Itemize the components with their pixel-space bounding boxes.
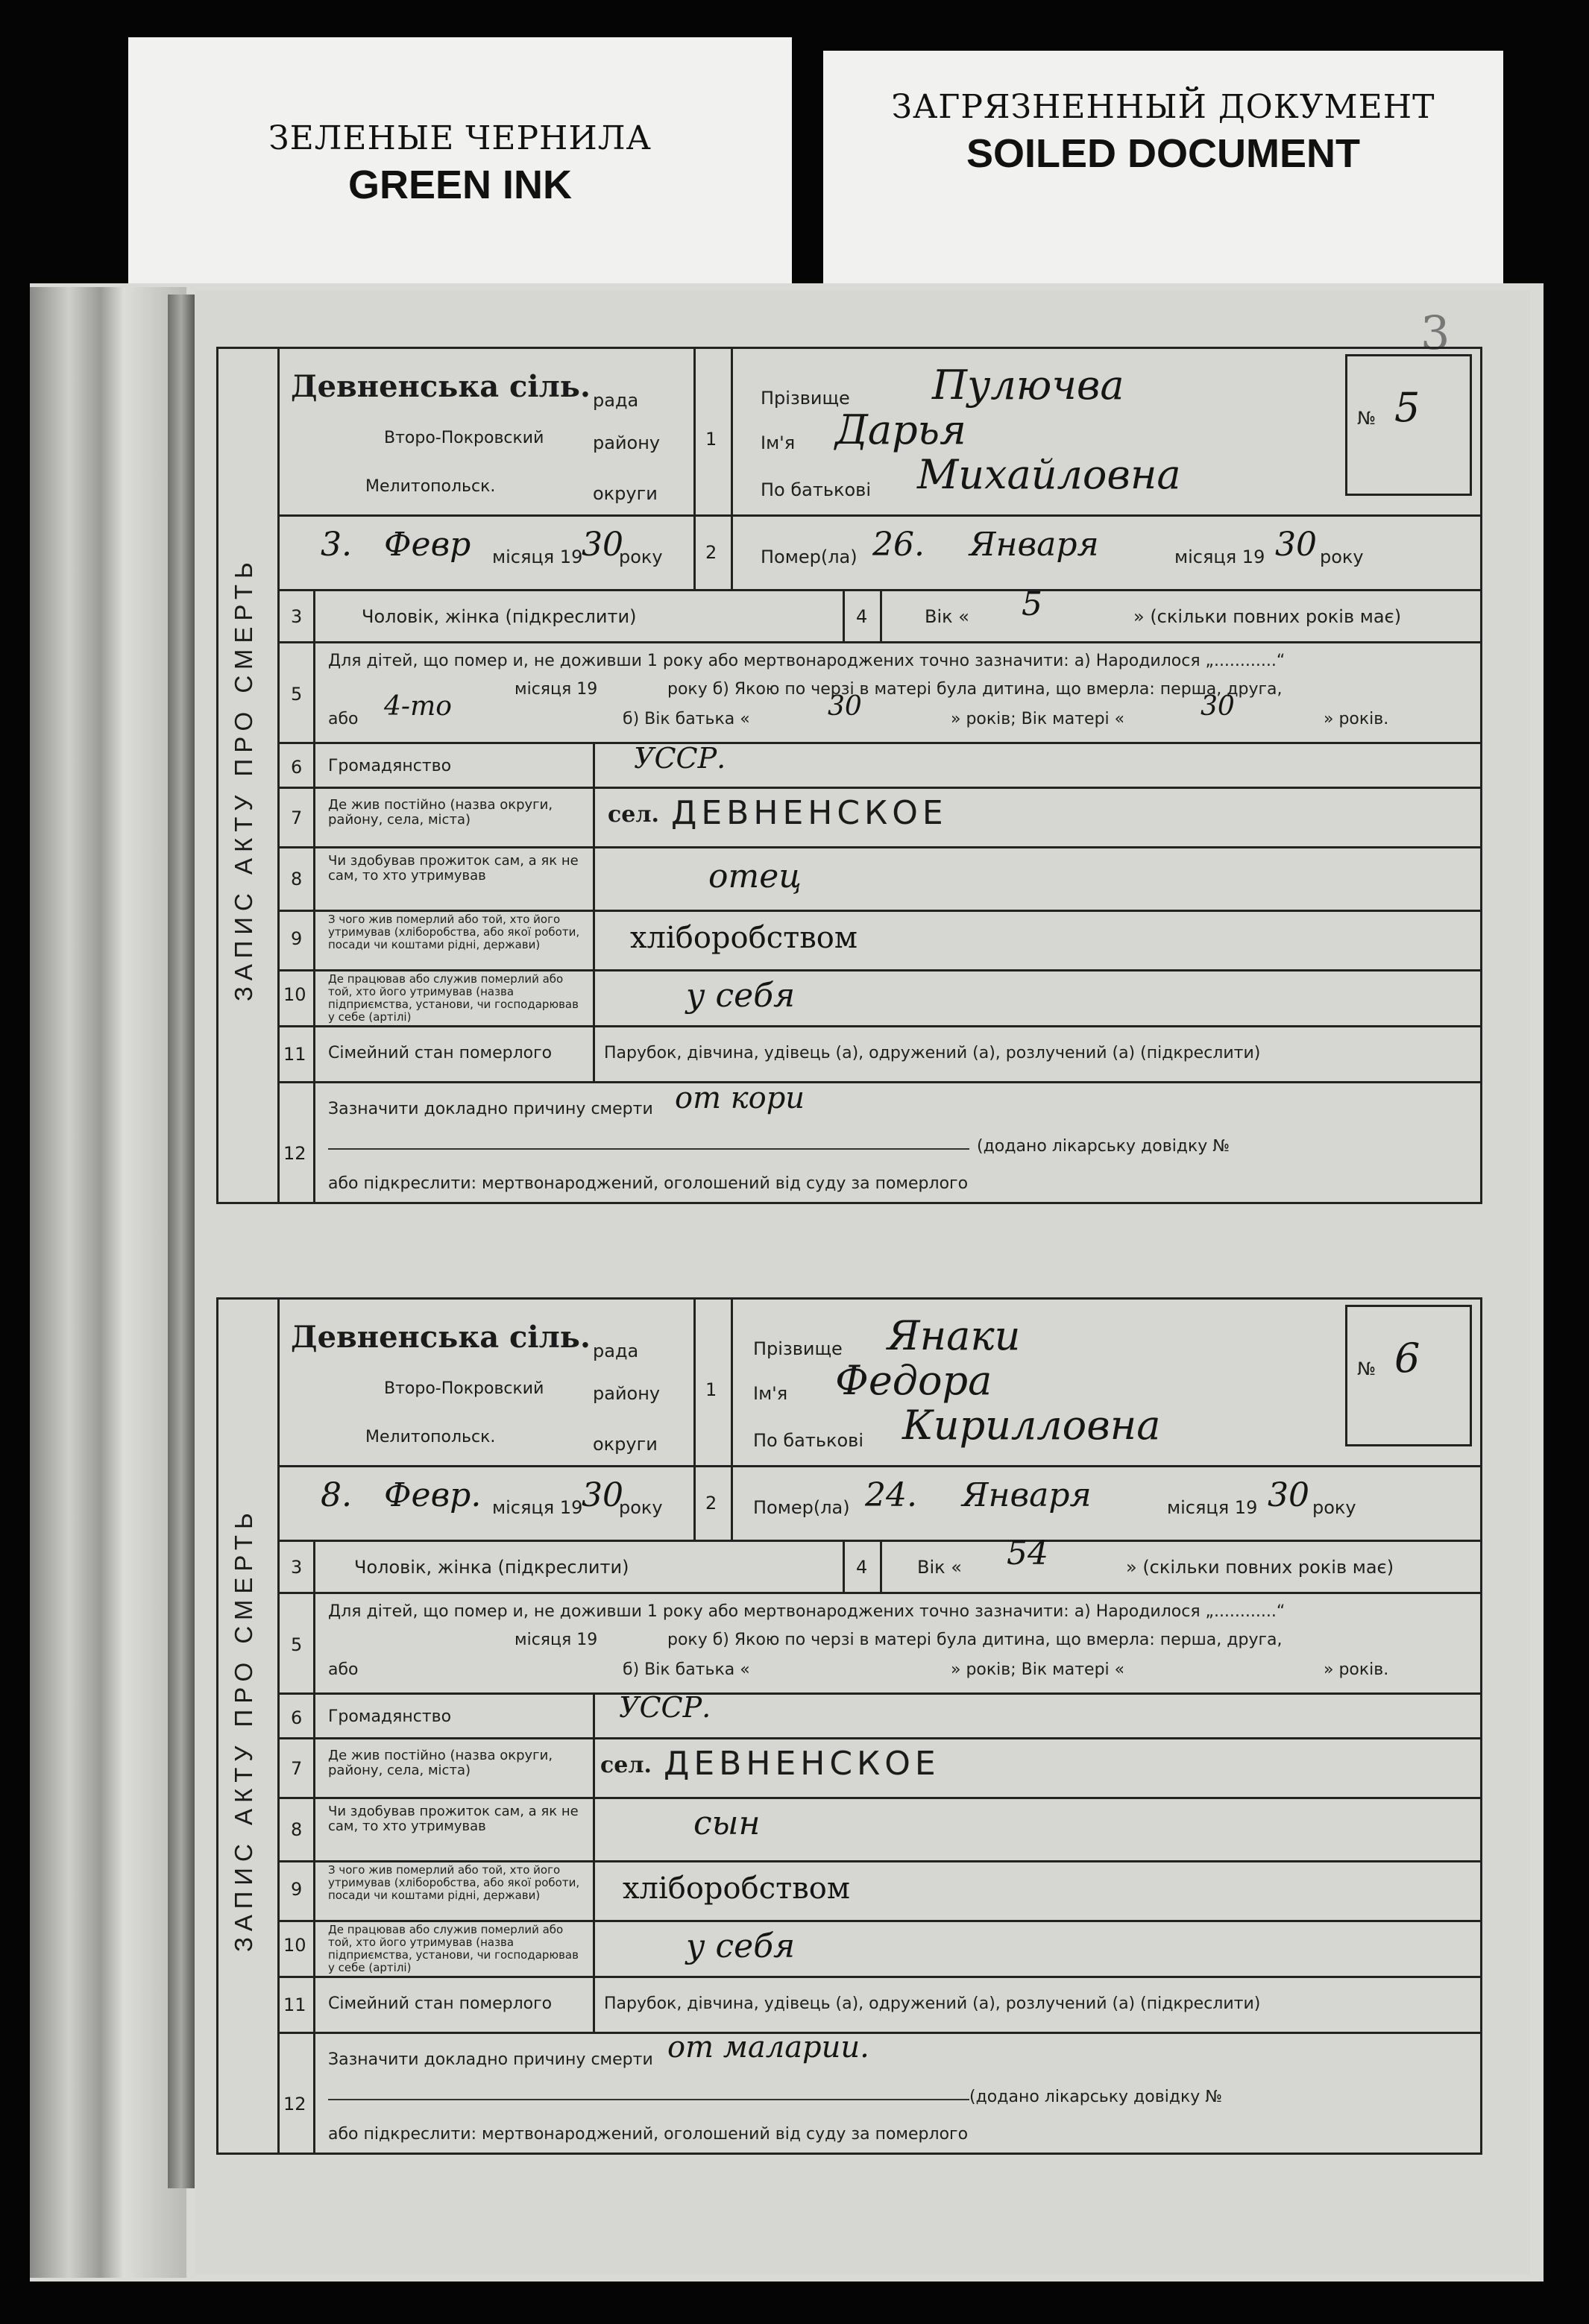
row-line-8 bbox=[277, 910, 1482, 912]
header-num-divider bbox=[731, 347, 733, 589]
row6-label: Громадянство bbox=[328, 757, 452, 775]
reg-year: 30 bbox=[582, 1476, 623, 1514]
residence-prefix: сел. bbox=[608, 802, 659, 828]
row-line-11 bbox=[277, 1081, 1482, 1083]
label-green-ink-ru: ЗЕЛЕНЫЕ ЧЕРНИЛА bbox=[268, 119, 652, 157]
row9-label: З чого жив померлий або той, хто його утримував (хліборобства, або якої роботи, посади чи коштами рідні, держави) bbox=[328, 913, 580, 951]
row-5-number: 5 bbox=[291, 1634, 303, 1655]
cause-value: от маларии. bbox=[667, 2030, 869, 2065]
row3-divider-b bbox=[880, 589, 882, 641]
row11-label: Сімейний стан померлого bbox=[328, 1994, 553, 2013]
reg-roku: року bbox=[619, 547, 663, 567]
vik-label: Вік « bbox=[925, 606, 969, 627]
cause-value: от кори bbox=[675, 1081, 805, 1115]
record-side-title: ЗАПИС АКТУ ПРО СМЕРТЬ bbox=[230, 1507, 257, 1953]
label-col-line bbox=[593, 742, 595, 1081]
death-roku: року bbox=[1320, 547, 1364, 567]
ledger-spine bbox=[30, 287, 186, 2278]
row12-label: Зазначити докладно причину смерти bbox=[328, 1100, 653, 1118]
row7-label: Де жив постійно (назва округи, району, села, міста) bbox=[328, 797, 553, 828]
row-5-number: 5 bbox=[291, 684, 303, 705]
side-title-divider bbox=[277, 347, 280, 1204]
row-11-number: 11 bbox=[283, 1044, 306, 1065]
row5-line3c: » років; Вік матері « bbox=[951, 710, 1125, 728]
citizenship-value: УССР. bbox=[619, 1691, 711, 1724]
row-9-number: 9 bbox=[291, 928, 303, 949]
row11-label: Сімейний стан померлого bbox=[328, 1044, 553, 1062]
row5-line2b: року б) Якою по черзі в матері була дитина, що вмерла: перша, друга, bbox=[667, 1631, 1283, 1649]
row12-blank-line bbox=[328, 1148, 969, 1150]
row6-label: Громадянство bbox=[328, 1707, 452, 1726]
vik-label: Вік « bbox=[917, 1557, 962, 1578]
age-value: 54 bbox=[1007, 1534, 1048, 1572]
row5-line3a: або bbox=[328, 1660, 359, 1679]
raion-label: району bbox=[593, 432, 661, 453]
number-col-line bbox=[313, 589, 315, 1204]
row-10-number: 10 bbox=[283, 984, 306, 1005]
row-2-number: 2 bbox=[705, 1493, 717, 1514]
row8-label: Чи здобував прожиток сам, а як не сам, то хто утримував bbox=[328, 1804, 579, 1834]
birth-order: 4-то bbox=[384, 691, 452, 722]
okrug-label: округи bbox=[593, 483, 658, 504]
reg-misyatsia: місяця 19 bbox=[492, 547, 583, 567]
patronymic-label: По батькові bbox=[761, 479, 871, 500]
row-line-11 bbox=[277, 2032, 1482, 2034]
age-value: 5 bbox=[1022, 585, 1042, 623]
row-12-number: 12 bbox=[283, 1143, 306, 1164]
name-label: Ім'я bbox=[761, 432, 796, 453]
label-green-ink bbox=[128, 37, 792, 291]
record-number: 6 bbox=[1394, 1335, 1420, 1382]
record-number: 5 bbox=[1394, 384, 1420, 431]
vik-suffix: » (скільки повних років має) bbox=[1133, 606, 1402, 627]
row-3-number: 3 bbox=[291, 1557, 303, 1578]
row5-line3d: » років. bbox=[1324, 1660, 1389, 1679]
number-col-line bbox=[313, 1540, 315, 2155]
row-line-10 bbox=[277, 1976, 1482, 1978]
row-8-number: 8 bbox=[291, 1819, 303, 1840]
residence-value: ДЕВНЕНСКОЕ bbox=[671, 794, 948, 832]
workplace-value: у себя bbox=[686, 1927, 796, 1965]
name-value: Дарья bbox=[835, 406, 966, 453]
row9-label: З чого жив померлий або той, хто його утримував (хліборобства, або якої роботи, посади чи коштами рідні, держави) bbox=[328, 1863, 580, 1902]
rada-label: рада bbox=[593, 1341, 639, 1361]
row-line-6 bbox=[277, 787, 1482, 789]
number-label: № bbox=[1357, 408, 1376, 429]
ledger-spine-stripe bbox=[168, 295, 195, 2188]
row-line-6 bbox=[277, 1737, 1482, 1739]
row-1-number: 1 bbox=[705, 1379, 717, 1400]
row-line-4 bbox=[277, 1592, 1482, 1594]
death-record-6 bbox=[216, 1297, 1499, 2155]
death-roku: року bbox=[1312, 1497, 1356, 1518]
row-1-number: 1 bbox=[705, 429, 717, 450]
row12-blank-line bbox=[328, 2099, 969, 2100]
row10-label: Де працював або служив померлий або той, хто його утримував (назва підприємства, установи, чи господарював у себе (артілі) bbox=[328, 972, 579, 1024]
row3-divider-a bbox=[843, 589, 845, 641]
name-label: Ім'я bbox=[753, 1383, 788, 1404]
page-number: 3 bbox=[1420, 306, 1450, 360]
row-line-7 bbox=[277, 1797, 1482, 1799]
death-month: Января bbox=[962, 1476, 1092, 1514]
patronymic-value: Михайловна bbox=[917, 451, 1181, 498]
label-soiled-document bbox=[823, 51, 1503, 291]
row11-options: Парубок, дівчина, удівець (а), одружений (а), розлучений (а) (підкреслити) bbox=[604, 1044, 1261, 1062]
row5-line1: Для дітей, що помер и, не доживши 1 року або мертвонароджених точно зазначити: а) Народилося „............“ bbox=[328, 652, 1286, 670]
supported-by-value: сын bbox=[693, 1804, 761, 1842]
row3-divider-a bbox=[843, 1540, 845, 1592]
record-frame bbox=[216, 347, 1482, 1204]
death-misyatsia: місяця 19 bbox=[1167, 1497, 1258, 1518]
raion-name: Второ-Покровский bbox=[384, 429, 544, 447]
row7-label: Де жив постійно (назва округи, району, села, міста) bbox=[328, 1748, 553, 1778]
header-mid-line bbox=[277, 514, 1482, 517]
patronymic-label: По батькові bbox=[753, 1430, 863, 1451]
surname-label: Прізвище bbox=[753, 1338, 843, 1359]
row-line-5 bbox=[277, 742, 1482, 744]
side-title-divider bbox=[277, 1297, 280, 2155]
row5-line3b: б) Вік батька « bbox=[623, 1660, 750, 1679]
row12-alt: або підкреслити: мертвонароджений, оголошений від суду за померлого bbox=[328, 1174, 969, 1193]
row-6-number: 6 bbox=[291, 1707, 303, 1728]
name-value: Федора bbox=[835, 1357, 992, 1404]
label-col-line bbox=[593, 1692, 595, 2032]
row-2-number: 2 bbox=[705, 542, 717, 563]
livelihood-value: хліборобством bbox=[623, 1871, 850, 1906]
row5-line3b: б) Вік батька « bbox=[623, 710, 750, 728]
row-line-9 bbox=[277, 1920, 1482, 1922]
row-9-number: 9 bbox=[291, 1879, 303, 1900]
reg-day: 3. bbox=[321, 526, 352, 564]
row5-line1: Для дітей, що помер и, не доживши 1 року або мертвонароджених точно зазначити: а) Народилося „............“ bbox=[328, 1602, 1286, 1621]
death-misyatsia: місяця 19 bbox=[1174, 547, 1265, 567]
vik-suffix: » (скільки повних років має) bbox=[1126, 1557, 1394, 1578]
row-6-number: 6 bbox=[291, 757, 303, 778]
row-line-9 bbox=[277, 969, 1482, 972]
death-day: 24. bbox=[865, 1476, 917, 1514]
okrug-name: Мелитопольск. bbox=[365, 477, 496, 496]
died-label: Помер(ла) bbox=[761, 547, 858, 567]
row12-alt: або підкреслити: мертвонароджений, оголошений від суду за померлого bbox=[328, 2125, 969, 2144]
row5-line3c: » років; Вік матері « bbox=[951, 1660, 1125, 1679]
reg-misyatsia: місяця 19 bbox=[492, 1497, 583, 1518]
row5-line2a: місяця 19 bbox=[515, 1631, 598, 1649]
row-7-number: 7 bbox=[291, 1758, 303, 1779]
number-label: № bbox=[1357, 1358, 1376, 1379]
row12-label: Зазначити докладно причину смерти bbox=[328, 2050, 653, 2069]
header-num-divider bbox=[731, 1297, 733, 1540]
row-3-number: 3 bbox=[291, 606, 303, 627]
surname-label: Прізвище bbox=[761, 388, 850, 409]
row12-cert: (додано лікарську довідку № bbox=[969, 2088, 1223, 2106]
selrada-name: Девненська сіль. bbox=[291, 1320, 591, 1355]
row-4-number: 4 bbox=[856, 1557, 868, 1578]
citizenship-value: УССР. bbox=[634, 742, 726, 775]
residence-value: ДЕВНЕНСКОЕ bbox=[664, 1745, 940, 1783]
row5-line3a: або bbox=[328, 710, 359, 728]
row3-divider-b bbox=[880, 1540, 882, 1592]
label-soiled-ru: ЗАГРЯЗНЕННЫЙ ДОКУМЕНТ bbox=[891, 88, 1435, 126]
death-month: Января bbox=[969, 526, 1099, 564]
row-line-4 bbox=[277, 641, 1482, 643]
workplace-value: у себя bbox=[686, 977, 796, 1015]
row8-label: Чи здобував прожиток сам, а як не сам, то хто утримував bbox=[328, 853, 579, 884]
death-record-5 bbox=[216, 347, 1499, 1204]
reg-month: Февр bbox=[384, 526, 471, 564]
livelihood-value: хліборобством bbox=[630, 921, 858, 955]
record-side-title: ЗАПИС АКТУ ПРО СМЕРТЬ bbox=[230, 556, 257, 1002]
row-line-7 bbox=[277, 846, 1482, 848]
reg-year: 30 bbox=[582, 526, 623, 564]
death-year: 30 bbox=[1268, 1476, 1309, 1514]
okrug-name: Мелитопольск. bbox=[365, 1428, 496, 1446]
row-line-5 bbox=[277, 1692, 1482, 1695]
header-mid-line bbox=[277, 1465, 1482, 1467]
row-line-8 bbox=[277, 1860, 1482, 1862]
residence-prefix: сел. bbox=[600, 1752, 652, 1778]
label-green-ink-en: GREEN INK bbox=[347, 163, 573, 207]
row-7-number: 7 bbox=[291, 807, 303, 828]
row-11-number: 11 bbox=[283, 1994, 306, 2015]
header-divider bbox=[693, 1297, 696, 1540]
record-frame bbox=[216, 1297, 1482, 2155]
father-age: 30 bbox=[828, 691, 862, 722]
row5-line3d: » років. bbox=[1324, 710, 1389, 728]
selrada-name: Девненська сіль. bbox=[291, 369, 591, 404]
row5-line2b: року б) Якою по черзі в матері була дитина, що вмерла: перша, друга, bbox=[667, 680, 1283, 699]
row10-label: Де працював або служив померлий або той, хто його утримував (назва підприємства, установи, чи господарював у себе (артілі) bbox=[328, 1923, 579, 1974]
reg-month: Февр. bbox=[384, 1476, 482, 1514]
row3-label: Чоловік, жінка (підкреслити) bbox=[362, 606, 637, 627]
row-10-number: 10 bbox=[283, 1935, 306, 1956]
row-line-10 bbox=[277, 1025, 1482, 1027]
surname-value: Янаки bbox=[887, 1312, 1021, 1359]
row-8-number: 8 bbox=[291, 869, 303, 889]
row12-cert: (додано лікарську довідку № bbox=[977, 1137, 1230, 1156]
died-label: Помер(ла) bbox=[753, 1497, 850, 1518]
raion-name: Второ-Покровский bbox=[384, 1379, 544, 1398]
surname-value: Пулючва bbox=[932, 362, 1124, 409]
label-soiled-en: SOILED DOCUMENT bbox=[966, 131, 1360, 176]
reg-roku: року bbox=[619, 1497, 663, 1518]
death-year: 30 bbox=[1275, 526, 1317, 564]
mother-age: 30 bbox=[1201, 691, 1235, 722]
okrug-label: округи bbox=[593, 1434, 658, 1455]
row-4-number: 4 bbox=[856, 606, 868, 627]
row5-line2a: місяця 19 bbox=[515, 680, 598, 699]
raion-label: району bbox=[593, 1383, 661, 1404]
row-12-number: 12 bbox=[283, 2094, 306, 2114]
row3-label: Чоловік, жінка (підкреслити) bbox=[354, 1557, 629, 1578]
patronymic-value: Кирилловна bbox=[902, 1402, 1161, 1449]
rada-label: рада bbox=[593, 390, 639, 411]
reg-day: 8. bbox=[321, 1476, 352, 1514]
death-day: 26. bbox=[872, 526, 925, 564]
header-divider bbox=[693, 347, 696, 589]
row11-options: Парубок, дівчина, удівець (а), одружений (а), розлучений (а) (підкреслити) bbox=[604, 1994, 1261, 2013]
supported-by-value: отец bbox=[708, 857, 802, 895]
